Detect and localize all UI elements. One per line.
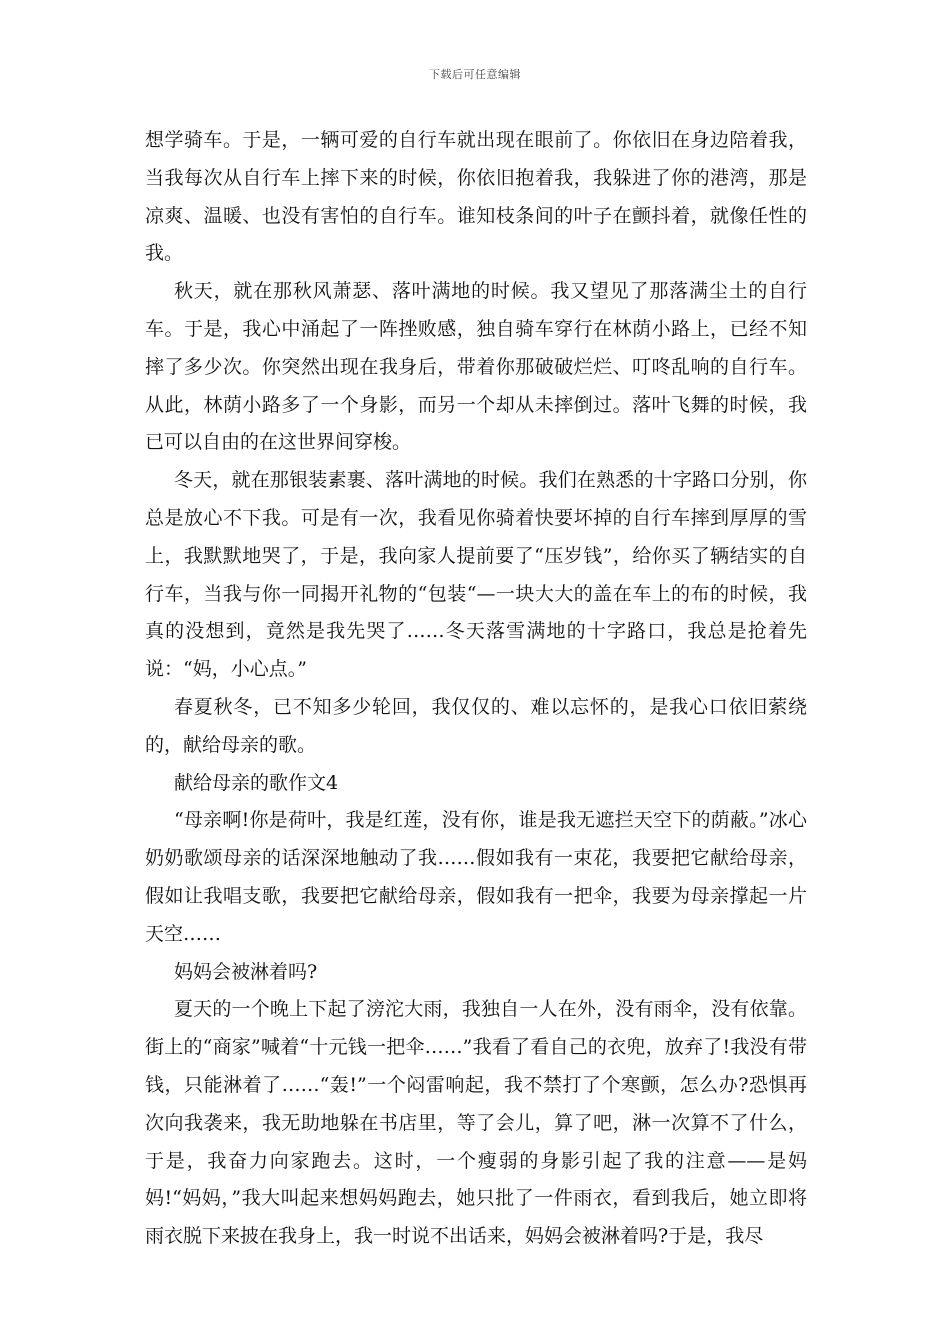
- paragraph-seasons-conclusion: 春夏秋冬，已不知多少轮回，我仅仅的、难以忘怀的，是我心口依旧萦绕的，献给母亲的歌。: [145, 695, 807, 756]
- paragraph-rain-night: 夏天的一个晚上下起了滂沱大雨，我独自一人在外，没有雨伞，没有依靠。街上的“商家”喊着“十元钱一把伞……”我看了看自己的衣兜，放弃了!我没有带钱，只能淋着了……“轰!”一个闷雷响起，我不禁打了个寒颤，怎么办?恐惧再次向我袭来，我无助地躲在书店里，等了会儿，算了吧，淋一次算不了什么，于是，我奋力向家跑去。这时，一个瘦弱的身影引起了我的注意——是妈妈!“妈妈，”我大叫起来想妈妈跑去，她只批了一件雨衣，看到我后，她立即将雨衣脱下来披在我身上，我一时说不出话来，妈妈会被淋着吗?于是，我尽: [145, 998, 807, 1248]
- paragraph-summer-bike: 想学骑车。于是，一辆可爱的自行车就出现在眼前了。你依旧在身边陪着我，当我每次从自行车上摔下来的时候，你依旧抱着我，我躲进了你的港湾，那是凉爽、温暖、也没有害怕的自行车。谁知枝条间的叶子在颤抖着，就像任性的我。: [145, 129, 807, 265]
- essay-title: 献给母亲的歌作文4: [174, 771, 339, 794]
- paragraph-autumn: 秋天，就在那秋风萧瑟、落叶满地的时候。我又望见了那落满尘土的自行车。于是，我心中涌起了一阵挫败感，独自骑车穿行在林荫小路上，已经不知摔了多少次。你突然出现在我身后，带着你那破破烂烂、叮咚乱响的自行车。从此，林荫小路多了一个身影，而另一个却从未摔倒过。落叶飞舞的时候，我已可以自由的在这世界间穿梭。: [145, 280, 807, 454]
- paragraph-quote: “母亲啊!你是荷叶，我是红莲，没有你，谁是我无遮拦天空下的荫蔽。”冰心奶奶歌颂母亲的话深深地触动了我……假如我有一束花，我要把它献给母亲，假如让我唱支歌，我要把它献给母亲，假如我有一把伞，我要为母亲撑起一片天空……: [145, 809, 807, 945]
- paragraph-winter: 冬天，就在那银装素裹、落叶满地的时候。我们在熟悉的十字路口分别，你总是放心不下我。可是有一次，我看见你骑着快要坏掉的自行车摔到厚厚的雪上，我默默地哭了，于是，我向家人提前要了“压岁钱”，给你买了辆结实的自行车，当我与你一同揭开礼物的“包装“—一块大大的盖在车上的布的时候，我真的没想到，竟然是我先哭了……冬天落雪满地的十字路口，我总是抢着先说：“妈，小心点。”: [145, 469, 807, 681]
- page-header: 下载后可任意编辑: [429, 68, 521, 81]
- section-heading: 妈妈会被淋着吗?: [174, 960, 318, 983]
- document-body: [145, 122, 807, 1256]
